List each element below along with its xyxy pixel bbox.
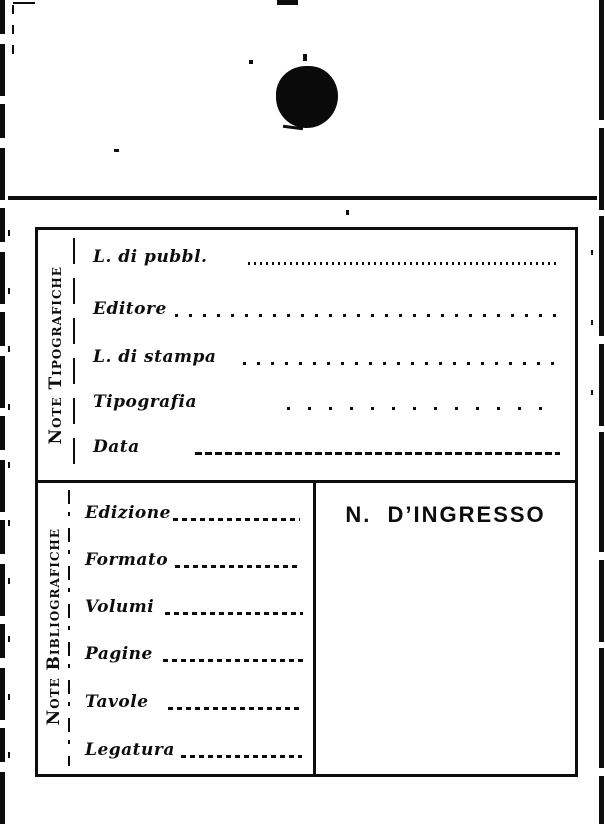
blank-fill-line: [163, 659, 303, 662]
card-top-rule: [8, 196, 597, 200]
ingresso-title: N. D’INGRESSO: [345, 502, 546, 527]
field-row-l-di-pubbl: [93, 242, 568, 268]
card-table: [35, 227, 578, 777]
field-row-l-di-stampa: [93, 342, 568, 368]
scan-top-mark: [277, 0, 298, 5]
field-row-tavole: [85, 687, 310, 713]
scan-speck: [346, 210, 349, 215]
label-column-rule: [73, 238, 75, 476]
scan-edge-left: [0, 0, 5, 824]
scan-edge-right: [599, 0, 604, 824]
section-bibliografiche-label: Note Bibliografiche: [44, 528, 64, 726]
punch-hole: [276, 66, 338, 128]
blank-fill-line: [175, 314, 560, 317]
field-label: Edizione: [85, 503, 171, 523]
field-label: Legatura: [85, 740, 175, 760]
blank-fill-line: [248, 262, 560, 265]
blank-fill-line: [175, 565, 300, 568]
label-column-rule: [68, 490, 70, 766]
section-tipografiche-label: Note Tipografiche: [46, 265, 66, 445]
field-row-legatura: [85, 735, 310, 761]
section-tipografiche-label-column: [38, 234, 74, 476]
field-label: L. di pubbl.: [93, 247, 208, 267]
scan-edge-right-dashes: [591, 250, 593, 450]
blank-fill-line: [287, 407, 560, 410]
field-row-pagine: [85, 639, 310, 665]
scan-corner-dashes: [12, 5, 14, 61]
field-label: Tavole: [85, 692, 149, 712]
field-row-editore: [93, 294, 568, 320]
blank-fill-line: [168, 707, 300, 710]
ingresso-cell: [316, 483, 575, 774]
scan-speck: [249, 60, 253, 64]
blank-fill-line: [165, 612, 303, 615]
scan-speck: [114, 149, 119, 152]
blank-fill-line: [243, 362, 560, 365]
field-row-volumi: [85, 592, 310, 618]
scan-edge-left-dashes: [8, 230, 10, 770]
section-bibliografiche-label-column: [38, 486, 70, 768]
field-row-tipografia: [93, 387, 568, 413]
field-label: Editore: [93, 299, 167, 319]
blank-fill-line: [195, 452, 560, 455]
blank-fill-line: [181, 755, 302, 758]
field-label: Data: [93, 437, 140, 457]
scan-speck: [303, 54, 307, 61]
field-row-data: [93, 432, 568, 458]
field-row-formato: [85, 545, 310, 571]
blank-fill-line: [173, 518, 300, 521]
field-label: L. di stampa: [93, 347, 217, 367]
field-label: Pagine: [85, 644, 153, 664]
field-label: Volumi: [85, 597, 155, 617]
field-row-edizione: [85, 498, 310, 524]
field-label: Tipografia: [93, 392, 197, 412]
scan-corner-mark: [13, 2, 35, 4]
field-label: Formato: [85, 550, 169, 570]
